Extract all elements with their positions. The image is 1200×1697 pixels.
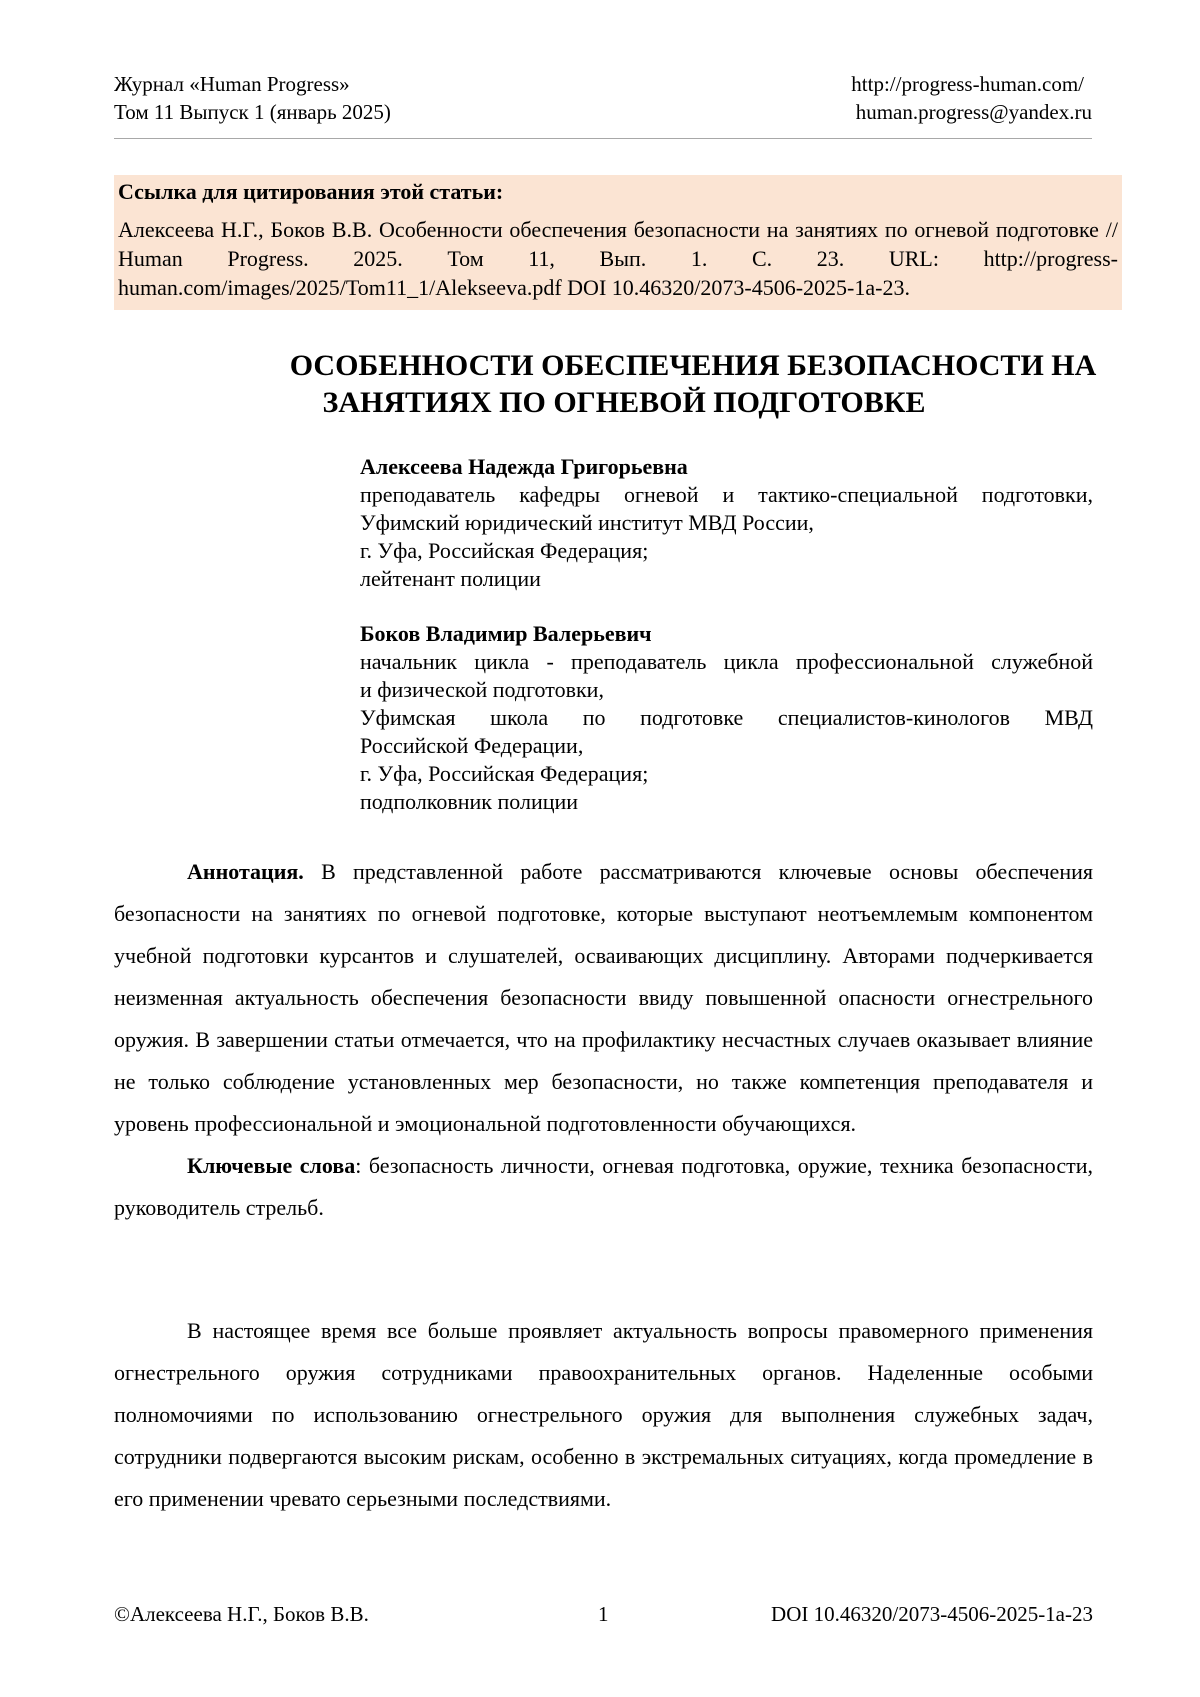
author-organization: Уфимский юридический институт МВД России, bbox=[360, 510, 814, 535]
author-block-1 bbox=[360, 453, 1093, 593]
header-divider bbox=[114, 138, 1092, 139]
footer-copyright: ©Алексеева Н.Г., Боков В.В. bbox=[114, 1602, 369, 1626]
author-organization-line-1: Уфимская школа по подготовке специалистов-кинологов МВД bbox=[360, 705, 1093, 730]
abstract-section bbox=[114, 851, 1093, 1229]
article-title-line-2: ЗАНЯТИЯХ ПО ОГНЕВОЙ ПОДГОТОВКЕ bbox=[322, 386, 926, 419]
author-rank: подполковник полиции bbox=[360, 789, 579, 814]
keywords-paragraph bbox=[114, 1145, 1093, 1229]
article-title bbox=[114, 347, 1192, 421]
intro-section bbox=[114, 1310, 1093, 1520]
abstract-paragraph bbox=[114, 851, 1093, 1145]
header-left bbox=[114, 70, 391, 126]
author-block-2 bbox=[360, 620, 1093, 816]
article-title-line-1: ОСОБЕННОСТИ ОБЕСПЕЧЕНИЯ БЕЗОПАСНОСТИ НА bbox=[289, 349, 1097, 382]
journal-email[interactable]: human.progress@yandex.ru bbox=[855, 100, 1092, 124]
citation-box bbox=[114, 175, 1122, 310]
author-name: Боков Владимир Валерьевич bbox=[360, 621, 652, 646]
author-organization-line-2: Российской Федерации, bbox=[360, 733, 584, 758]
citation-title: Ссылка для цитирования этой статьи: bbox=[118, 179, 504, 204]
journal-url[interactable]: http://progress-human.com/ bbox=[851, 72, 1084, 96]
author-rank: лейтенант полиции bbox=[360, 566, 541, 591]
author-city: г. Уфа, Российская Федерация; bbox=[360, 538, 649, 563]
footer-doi: DOI 10.46320/2073-4506-2025-1a-23 bbox=[771, 1602, 1093, 1626]
intro-paragraph: В настоящее время все больше проявляет актуальность вопросы правомерного применения огнестрельного оружия сотрудниками правоохранительных органов. Наделенные особыми полномочиями по использованию огнестрельного оружия для выполнения служебных задач, сотрудники подвергаются высоким рискам, особенно в экстремальных ситуациях, когда промедление в его применении чревато серьезными последствиями. bbox=[114, 1318, 1093, 1511]
author-city: г. Уфа, Российская Федерация; bbox=[360, 761, 649, 786]
keywords-text: : безопасность личности, огневая подготовка, оружие, техника безопасности, руководитель стрельб. bbox=[114, 1153, 1094, 1220]
journal-name: Журнал «Human Progress» bbox=[114, 72, 350, 96]
author-position-line-2: и физической подготовки, bbox=[360, 677, 604, 702]
citation-text: Алексеева Н.Г., Боков В.В. Особенности обеспечения безопасности на занятиях по огневой подготовке // Human Progress. 2025. Том 11, Вып. 1. С. 23. URL: http://progress-human.com/images/2025/Tom11_1/Alekseeva.pdf DOI 10.46320/2073-4506-2025-1a-23. bbox=[118, 217, 1118, 300]
keywords-label: Ключевые слова bbox=[187, 1153, 356, 1178]
issue-info: Том 11 Выпуск 1 (январь 2025) bbox=[114, 100, 391, 124]
author-name: Алексеева Надежда Григорьевна bbox=[360, 454, 688, 479]
author-position: преподаватель кафедры огневой и тактико-специальной подготовки, bbox=[360, 482, 1093, 507]
page-number: 1 bbox=[598, 1602, 609, 1626]
abstract-text: В представленной работе рассматриваются ключевые основы обеспечения безопасности на занятиях по огневой подготовке, которые выступают неотъемлемым компонентом учебной подготовки курсантов и слушателей, осваивающих дисциплину. Авторами подчеркивается неизменная актуальность обеспечения безопасности ввиду повышенной опасности огнестрельного оружия. В завершении статьи отмечается, что на профилактику несчастных случаев оказывает влияние не только соблюдение установленных мер безопасности, но также компетенция преподавателя и уровень профессиональной и эмоциональной подготовленности обучающихся. bbox=[114, 859, 1093, 1136]
abstract-label: Аннотация. bbox=[187, 859, 304, 884]
header-right bbox=[851, 70, 1092, 126]
author-position-line-1: начальник цикла - преподаватель цикла профессиональной служебной bbox=[360, 649, 1093, 674]
